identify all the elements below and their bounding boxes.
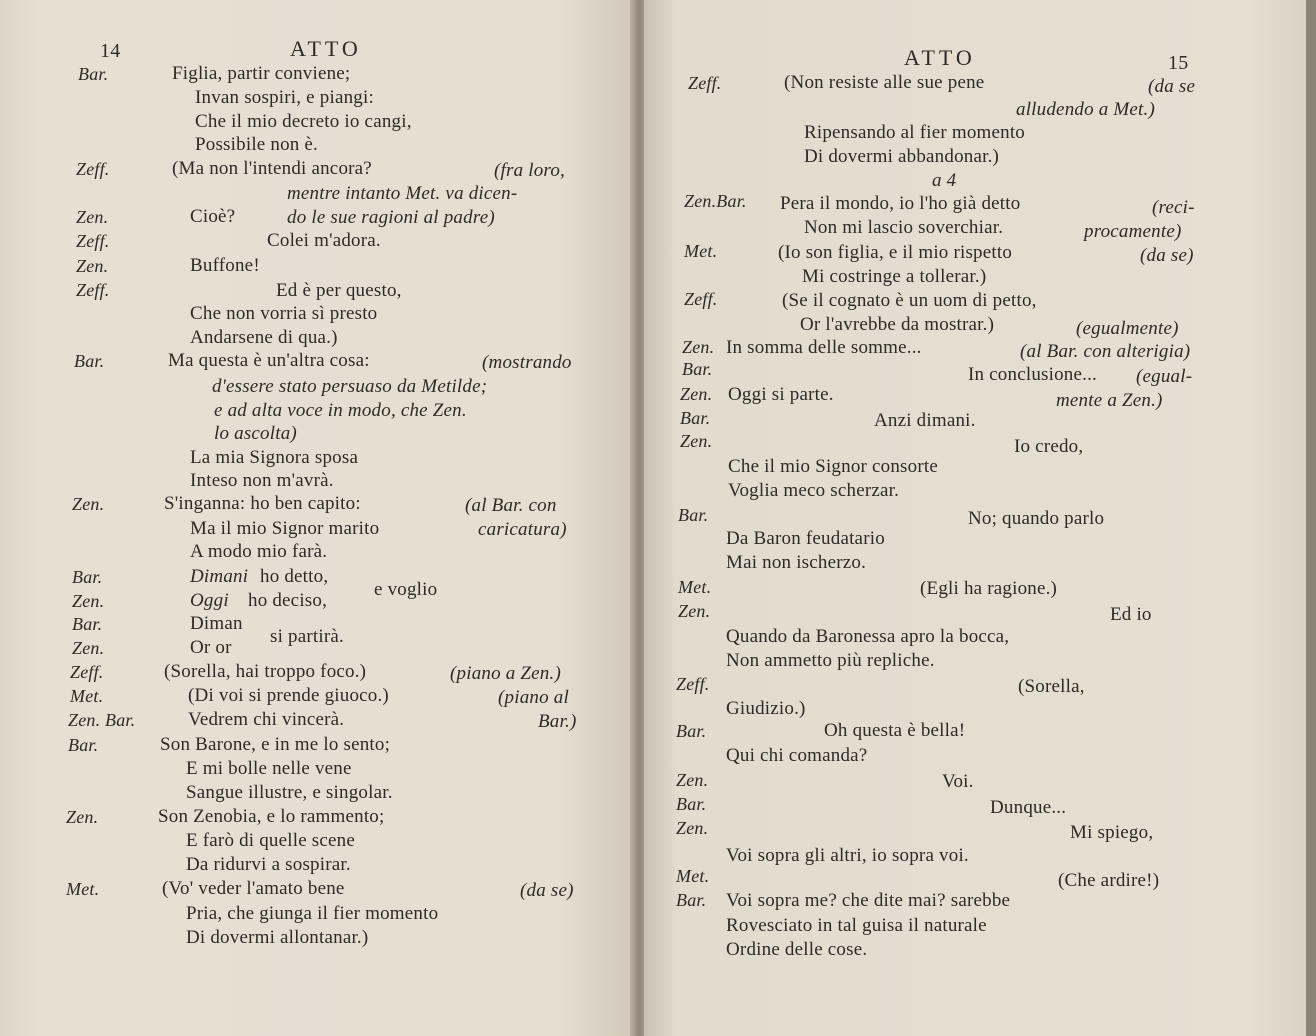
verse-line: Andarsene di qua.) xyxy=(190,327,338,348)
verse-line: A modo mio farà. xyxy=(190,541,328,562)
stage-direction: (al Bar. con xyxy=(465,495,557,516)
speaker-label: Zen. xyxy=(72,638,105,658)
stage-direction: (fra loro, xyxy=(494,160,565,181)
verse-line: e voglio xyxy=(374,579,438,600)
verse-line: No; quando parlo xyxy=(968,508,1105,529)
stage-direction: do le sue ragioni al padre) xyxy=(287,207,495,228)
verse-line: Son Zenobia, e lo rammento; xyxy=(158,806,385,827)
verse-line: Anzi dimani. xyxy=(874,410,976,431)
speaker-label: Zen. xyxy=(676,770,709,790)
verse-line: Ordine delle cose. xyxy=(726,939,868,960)
speaker-label: Zen. xyxy=(66,807,99,827)
verse-line: si partirà. xyxy=(270,626,344,647)
speaker-label: Met. xyxy=(676,866,710,886)
speaker-label: Zen. xyxy=(678,601,711,621)
stage-direction: alludendo a Met.) xyxy=(1016,99,1156,120)
stage-direction: lo ascolta) xyxy=(214,423,297,444)
stage-direction: a 4 xyxy=(932,170,957,191)
verse-line: (Di voi si prende giuoco.) xyxy=(188,685,389,706)
verse-line: Voglia meco scherzar. xyxy=(728,480,900,501)
speaker-label: Bar. xyxy=(680,408,711,428)
verse-line: Cioè? xyxy=(190,206,236,227)
left-page xyxy=(0,0,636,1036)
verse-line: (Ma non l'intendi ancora? xyxy=(172,158,372,179)
page-number: 15 xyxy=(1168,52,1189,74)
stage-direction: (da se) xyxy=(1140,245,1194,266)
verse-line: Sangue illustre, e singolar. xyxy=(186,782,393,803)
verse-line: (Sorella, xyxy=(1018,676,1085,697)
running-head: ATTO xyxy=(290,36,362,61)
verse-line: Possibile non è. xyxy=(195,134,319,155)
stage-direction: (egual- xyxy=(1136,366,1193,387)
stage-direction: mentre intanto Met. va dicen- xyxy=(287,183,518,204)
verse-line: E mi bolle nelle vene xyxy=(186,758,352,779)
verse-line: Ma questa è un'altra cosa: xyxy=(168,350,370,371)
stage-direction: (al Bar. con alterigia) xyxy=(1020,341,1191,362)
verse-line: Pria, che giunga il fier momento xyxy=(186,903,439,924)
stage-direction: procamente) xyxy=(1084,221,1182,242)
verse-line: ho deciso, xyxy=(248,590,328,611)
speaker-label: Met. xyxy=(66,879,100,899)
stage-direction: (piano al xyxy=(498,687,569,708)
verse-line: Quando da Baronessa apro la bocca, xyxy=(726,626,1010,647)
running-head: ATTO xyxy=(904,45,976,70)
verse-line: ho detto, xyxy=(260,566,329,587)
speaker-label: Zeff. xyxy=(684,289,718,309)
stage-direction: (da se xyxy=(1148,76,1196,97)
speaker-label: Zeff. xyxy=(70,662,104,682)
verse-line: Figlia, partir conviene; xyxy=(172,63,351,84)
verse-line: S'inganna: ho ben capito: xyxy=(164,493,361,514)
stage-direction: (egualmente) xyxy=(1076,318,1179,339)
stage-direction: e ad alta voce in modo, che Zen. xyxy=(214,400,467,421)
stage-direction: (mostrando xyxy=(482,352,572,373)
verse-line: Da Baron feudatario xyxy=(726,528,885,549)
verse-line: Mi spiego, xyxy=(1070,822,1154,843)
verse-line: (Vo' veder l'amato bene xyxy=(162,878,345,899)
verse-line: Ma il mio Signor marito xyxy=(190,518,380,539)
speaker-label: Bar. xyxy=(676,890,707,910)
page-number: 14 xyxy=(100,40,121,62)
verse-line: Buffone! xyxy=(190,255,260,276)
verse-line: Son Barone, e in me lo sento; xyxy=(160,734,391,755)
speaker-label: Zen. Bar. xyxy=(68,710,136,730)
speaker-label: Zen. xyxy=(680,431,713,451)
verse-line: (Che ardire!) xyxy=(1058,870,1160,891)
verse-line: La mia Signora sposa xyxy=(190,447,359,468)
verse-line: In conclusione... xyxy=(968,364,1097,385)
verse-line: Inteso non m'avrà. xyxy=(190,470,334,491)
speaker-label: Zen. xyxy=(76,256,109,276)
verse-line: Voi sopra me? che dite mai? sarebbe xyxy=(726,890,1011,911)
verse-line: Non mi lascio soverchiar. xyxy=(804,217,1004,238)
verse-line: Ripensando al fier momento xyxy=(804,122,1026,143)
verse-line: Da ridurvi a sospirar. xyxy=(186,854,351,875)
verse-line: In somma delle somme... xyxy=(726,337,922,358)
speaker-label: Bar. xyxy=(72,614,103,634)
verse-line: Che il mio Signor consorte xyxy=(728,456,938,477)
speaker-label: Bar. xyxy=(676,721,707,741)
speaker-label: Zeff. xyxy=(76,159,110,179)
verse-line: Mai non ischerzo. xyxy=(726,552,867,573)
verse-line: Ed è per questo, xyxy=(276,280,402,301)
verse-line: Dunque... xyxy=(990,797,1067,818)
stage-direction: (da se) xyxy=(520,880,574,901)
verse-line: Non ammetto più repliche. xyxy=(726,650,935,671)
verse-line: Invan sospiri, e piangi: xyxy=(195,87,374,108)
right-page xyxy=(644,0,1312,1036)
verse-line: Di dovermi abbandonar.) xyxy=(804,146,1000,167)
verse-line: Diman xyxy=(190,613,243,634)
speaker-label: Bar. xyxy=(78,64,109,84)
verse-line: Di dovermi allontanar.) xyxy=(186,927,369,948)
verse-line: Voi sopra gli altri, io sopra voi. xyxy=(726,845,969,866)
verse-line: Voi. xyxy=(942,771,974,792)
speaker-label: Zen.Bar. xyxy=(684,191,747,211)
verse-line: Oggi si parte. xyxy=(728,384,834,405)
stage-direction: d'essere stato persuaso da Metilde; xyxy=(212,376,488,397)
speaker-label: Met. xyxy=(684,241,718,261)
verse-line: Io credo, xyxy=(1014,436,1084,457)
speaker-label: Zen. xyxy=(682,337,715,357)
speaker-label: Zen. xyxy=(680,384,713,404)
verse-line: E farò di quelle scene xyxy=(186,830,355,851)
verse-line: Che il mio decreto io cangi, xyxy=(195,111,412,132)
verse-line: Pera il mondo, io l'ho già detto xyxy=(780,193,1021,214)
speaker-label: Bar. xyxy=(68,735,99,755)
verse-line: Ed io xyxy=(1110,604,1152,625)
verse-line: (Non resiste alle sue pene xyxy=(784,72,985,93)
speaker-label: Bar. xyxy=(74,351,105,371)
speaker-label: Zeff. xyxy=(676,674,710,694)
verse-line: Vedrem chi vincerà. xyxy=(188,709,345,730)
speaker-label: Zen. xyxy=(72,591,105,611)
speaker-label: Zeff. xyxy=(688,73,722,93)
verse-line: (Egli ha ragione.) xyxy=(920,578,1058,599)
verse-line: (Se il cognato è un uom di petto, xyxy=(782,290,1037,311)
verse-line: Or or xyxy=(190,637,232,658)
page-edge xyxy=(1306,0,1316,1036)
verse-line: Giudizio.) xyxy=(726,698,806,719)
speaker-label: Zen. xyxy=(76,207,109,227)
verse-line: (Sorella, hai troppo foco.) xyxy=(164,661,367,682)
stage-direction: caricatura) xyxy=(478,519,567,540)
speaker-label: Zeff. xyxy=(76,280,110,300)
verse-line: Qui chi comanda? xyxy=(726,745,868,766)
speaker-label: Bar. xyxy=(678,505,709,525)
verse-line: Dimani xyxy=(190,566,249,587)
verse-line: Che non vorria sì presto xyxy=(190,303,378,324)
speaker-label: Bar. xyxy=(676,794,707,814)
speaker-label: Met. xyxy=(678,577,712,597)
verse-line: Colei m'adora. xyxy=(267,230,381,251)
verse-line: (Io son figlia, e il mio rispetto xyxy=(778,242,1013,263)
verse-line: Rovesciato in tal guisa il naturale xyxy=(726,915,987,936)
speaker-label: Zen. xyxy=(676,818,709,838)
verse-line: Mi costringe a tollerar.) xyxy=(802,266,987,287)
speaker-label: Zen. xyxy=(72,494,105,514)
speaker-label: Zeff. xyxy=(76,231,110,251)
speaker-label: Met. xyxy=(70,686,104,706)
stage-direction: (reci- xyxy=(1152,197,1195,218)
stage-direction: mente a Zen.) xyxy=(1056,390,1163,411)
stage-direction: Bar.) xyxy=(538,711,577,732)
verse-line: Oggi xyxy=(190,590,229,611)
speaker-label: Bar. xyxy=(682,359,713,379)
verse-line: Oh questa è bella! xyxy=(824,720,966,741)
speaker-label: Bar. xyxy=(72,567,103,587)
stage-direction: (piano a Zen.) xyxy=(450,663,561,684)
verse-line: Or l'avrebbe da mostrar.) xyxy=(800,314,995,335)
